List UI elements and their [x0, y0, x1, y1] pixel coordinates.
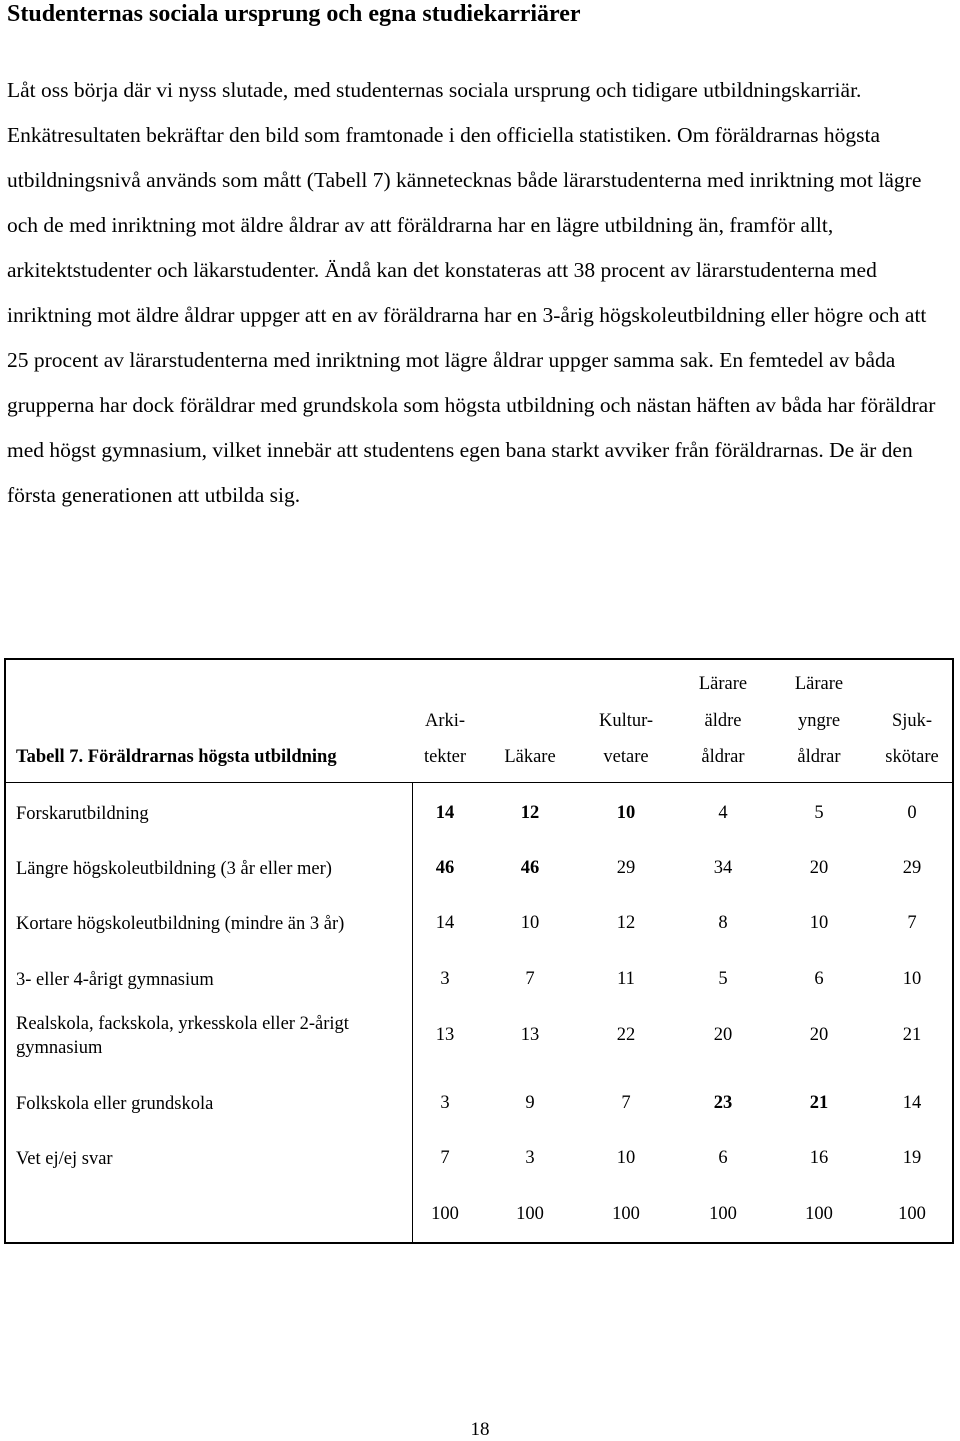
row-label: Vet ej/ej svar — [16, 1149, 113, 1169]
table-cell: 23 — [713, 1093, 733, 1113]
column-header-4-line-3: åldrar — [701, 747, 745, 767]
table-cell: 14 — [435, 803, 455, 823]
column-header-4-line-1: Lärare — [698, 674, 748, 694]
column-header-1-line-2: Arki- — [424, 711, 466, 731]
table-cell: 9 — [525, 1093, 535, 1113]
table-cell: 21 — [809, 1093, 829, 1113]
table-cell: 7 — [621, 1093, 631, 1113]
table-caption: Tabell 7. Föräldrarnas högsta utbildning — [16, 747, 337, 767]
table-cell: 8 — [718, 913, 728, 933]
table-cell: 19 — [902, 1148, 922, 1168]
row-label: Folkskola eller grundskola — [16, 1094, 214, 1114]
table-cell: 12 — [616, 913, 636, 933]
page-number: 18 — [470, 1419, 490, 1440]
total-cell: 100 — [805, 1204, 833, 1224]
table-cell: 16 — [809, 1148, 829, 1168]
total-cell: 100 — [516, 1204, 544, 1224]
table-cell: 22 — [616, 1025, 636, 1045]
table-cell: 46 — [520, 858, 540, 878]
table-cell: 13 — [520, 1025, 540, 1045]
body-paragraph: Låt oss börja där vi nyss slutade, med studenternas sociala ursprung och tidigare utbildningskarriär. Enkätresultaten bekräftar den bild som framtonade i den officiella statistiken. Om föräldrarnas högsta utbildningsnivå används som mått (Tabell 7) kännetecknas både lärarstudenterna med inriktning mot lägre och de med inriktning mot äldre åldrar av att föräldrarna har en lägre utbildning än, framför allt, arkitektstudenter och läkarstudenter. Ändå kan det konstateras att 38 procent av lärarstudenterna med inriktning mot äldre åldrar uppger att en av föräldrarna har en 3-årig högskoleutbildning eller högre och att 25 procent av lärarstudenterna med inriktning mot lägre åldrar uppger samma sak. En femtedel av båda grupperna har dock föräldrar med grundskola som högsta utbildning och nästan häften av båda har föräldrar med högst gymnasium, vilket innebär att studentens egen bana starkt avviker från föräldrarnas. De är den första generationen att utbilda sig. — [7, 78, 936, 507]
table-cell: 5 — [814, 803, 824, 823]
column-divider — [412, 782, 413, 1242]
table-cell: 3 — [440, 969, 450, 989]
table-cell: 46 — [435, 858, 455, 878]
table-cell: 20 — [809, 858, 829, 878]
table-cell: 14 — [902, 1093, 922, 1113]
column-header-5-line-1: Lärare — [794, 674, 844, 694]
header-divider — [6, 782, 952, 783]
table-cell: 34 — [713, 858, 733, 878]
table-cell: 7 — [440, 1148, 450, 1168]
column-header-1-line-3: tekter — [423, 747, 467, 767]
row-label: Längre högskoleutbildning (3 år eller mer) — [16, 859, 332, 879]
table-cell: 7 — [525, 969, 535, 989]
row-label: Forskarutbildning — [16, 804, 149, 824]
table-cell: 3 — [525, 1148, 535, 1168]
table-cell: 6 — [814, 969, 824, 989]
column-header-2-line-3: Läkare — [504, 747, 556, 767]
column-header-5-line-3: åldrar — [797, 747, 841, 767]
table-cell: 10 — [809, 913, 829, 933]
table-cell: 20 — [713, 1025, 733, 1045]
table-cell: 10 — [902, 969, 922, 989]
table-cell: 3 — [440, 1093, 450, 1113]
column-header-3-line-2: Kultur- — [598, 711, 654, 731]
table-cell: 12 — [520, 803, 540, 823]
table-cell: 29 — [902, 858, 922, 878]
table-cell: 6 — [718, 1148, 728, 1168]
row-label: Realskola, fackskola, yrkesskola eller 2-årigt gymnasium — [16, 1014, 349, 1058]
table-cell: 13 — [435, 1025, 455, 1045]
table-cell: 5 — [718, 969, 728, 989]
table-cell: 4 — [718, 803, 728, 823]
column-header-6-line-3: skötare — [885, 747, 939, 767]
table-cell: 7 — [907, 913, 917, 933]
total-cell: 100 — [431, 1204, 459, 1224]
table-cell: 10 — [616, 1148, 636, 1168]
table-cell: 20 — [809, 1025, 829, 1045]
column-header-4-line-2: äldre — [704, 711, 742, 731]
row-label: Kortare högskoleutbildning (mindre än 3 år) — [16, 914, 345, 934]
column-header-5-line-2: yngre — [797, 711, 841, 731]
table-cell: 21 — [902, 1025, 922, 1045]
table-cell: 14 — [435, 913, 455, 933]
table-7 — [4, 658, 954, 1244]
total-cell: 100 — [898, 1204, 926, 1224]
table-cell: 29 — [616, 858, 636, 878]
table-cell: 10 — [520, 913, 540, 933]
column-header-3-line-3: vetare — [603, 747, 649, 767]
section-heading: Studenternas sociala ursprung och egna studiekarriärer — [7, 1, 581, 27]
table-cell: 10 — [616, 803, 636, 823]
table-cell: 11 — [617, 969, 635, 989]
row-label: 3- eller 4-årigt gymnasium — [16, 970, 214, 990]
total-cell: 100 — [709, 1204, 737, 1224]
total-cell: 100 — [612, 1204, 640, 1224]
column-header-6-line-2: Sjuk- — [891, 711, 933, 731]
table-cell: 0 — [907, 803, 917, 823]
